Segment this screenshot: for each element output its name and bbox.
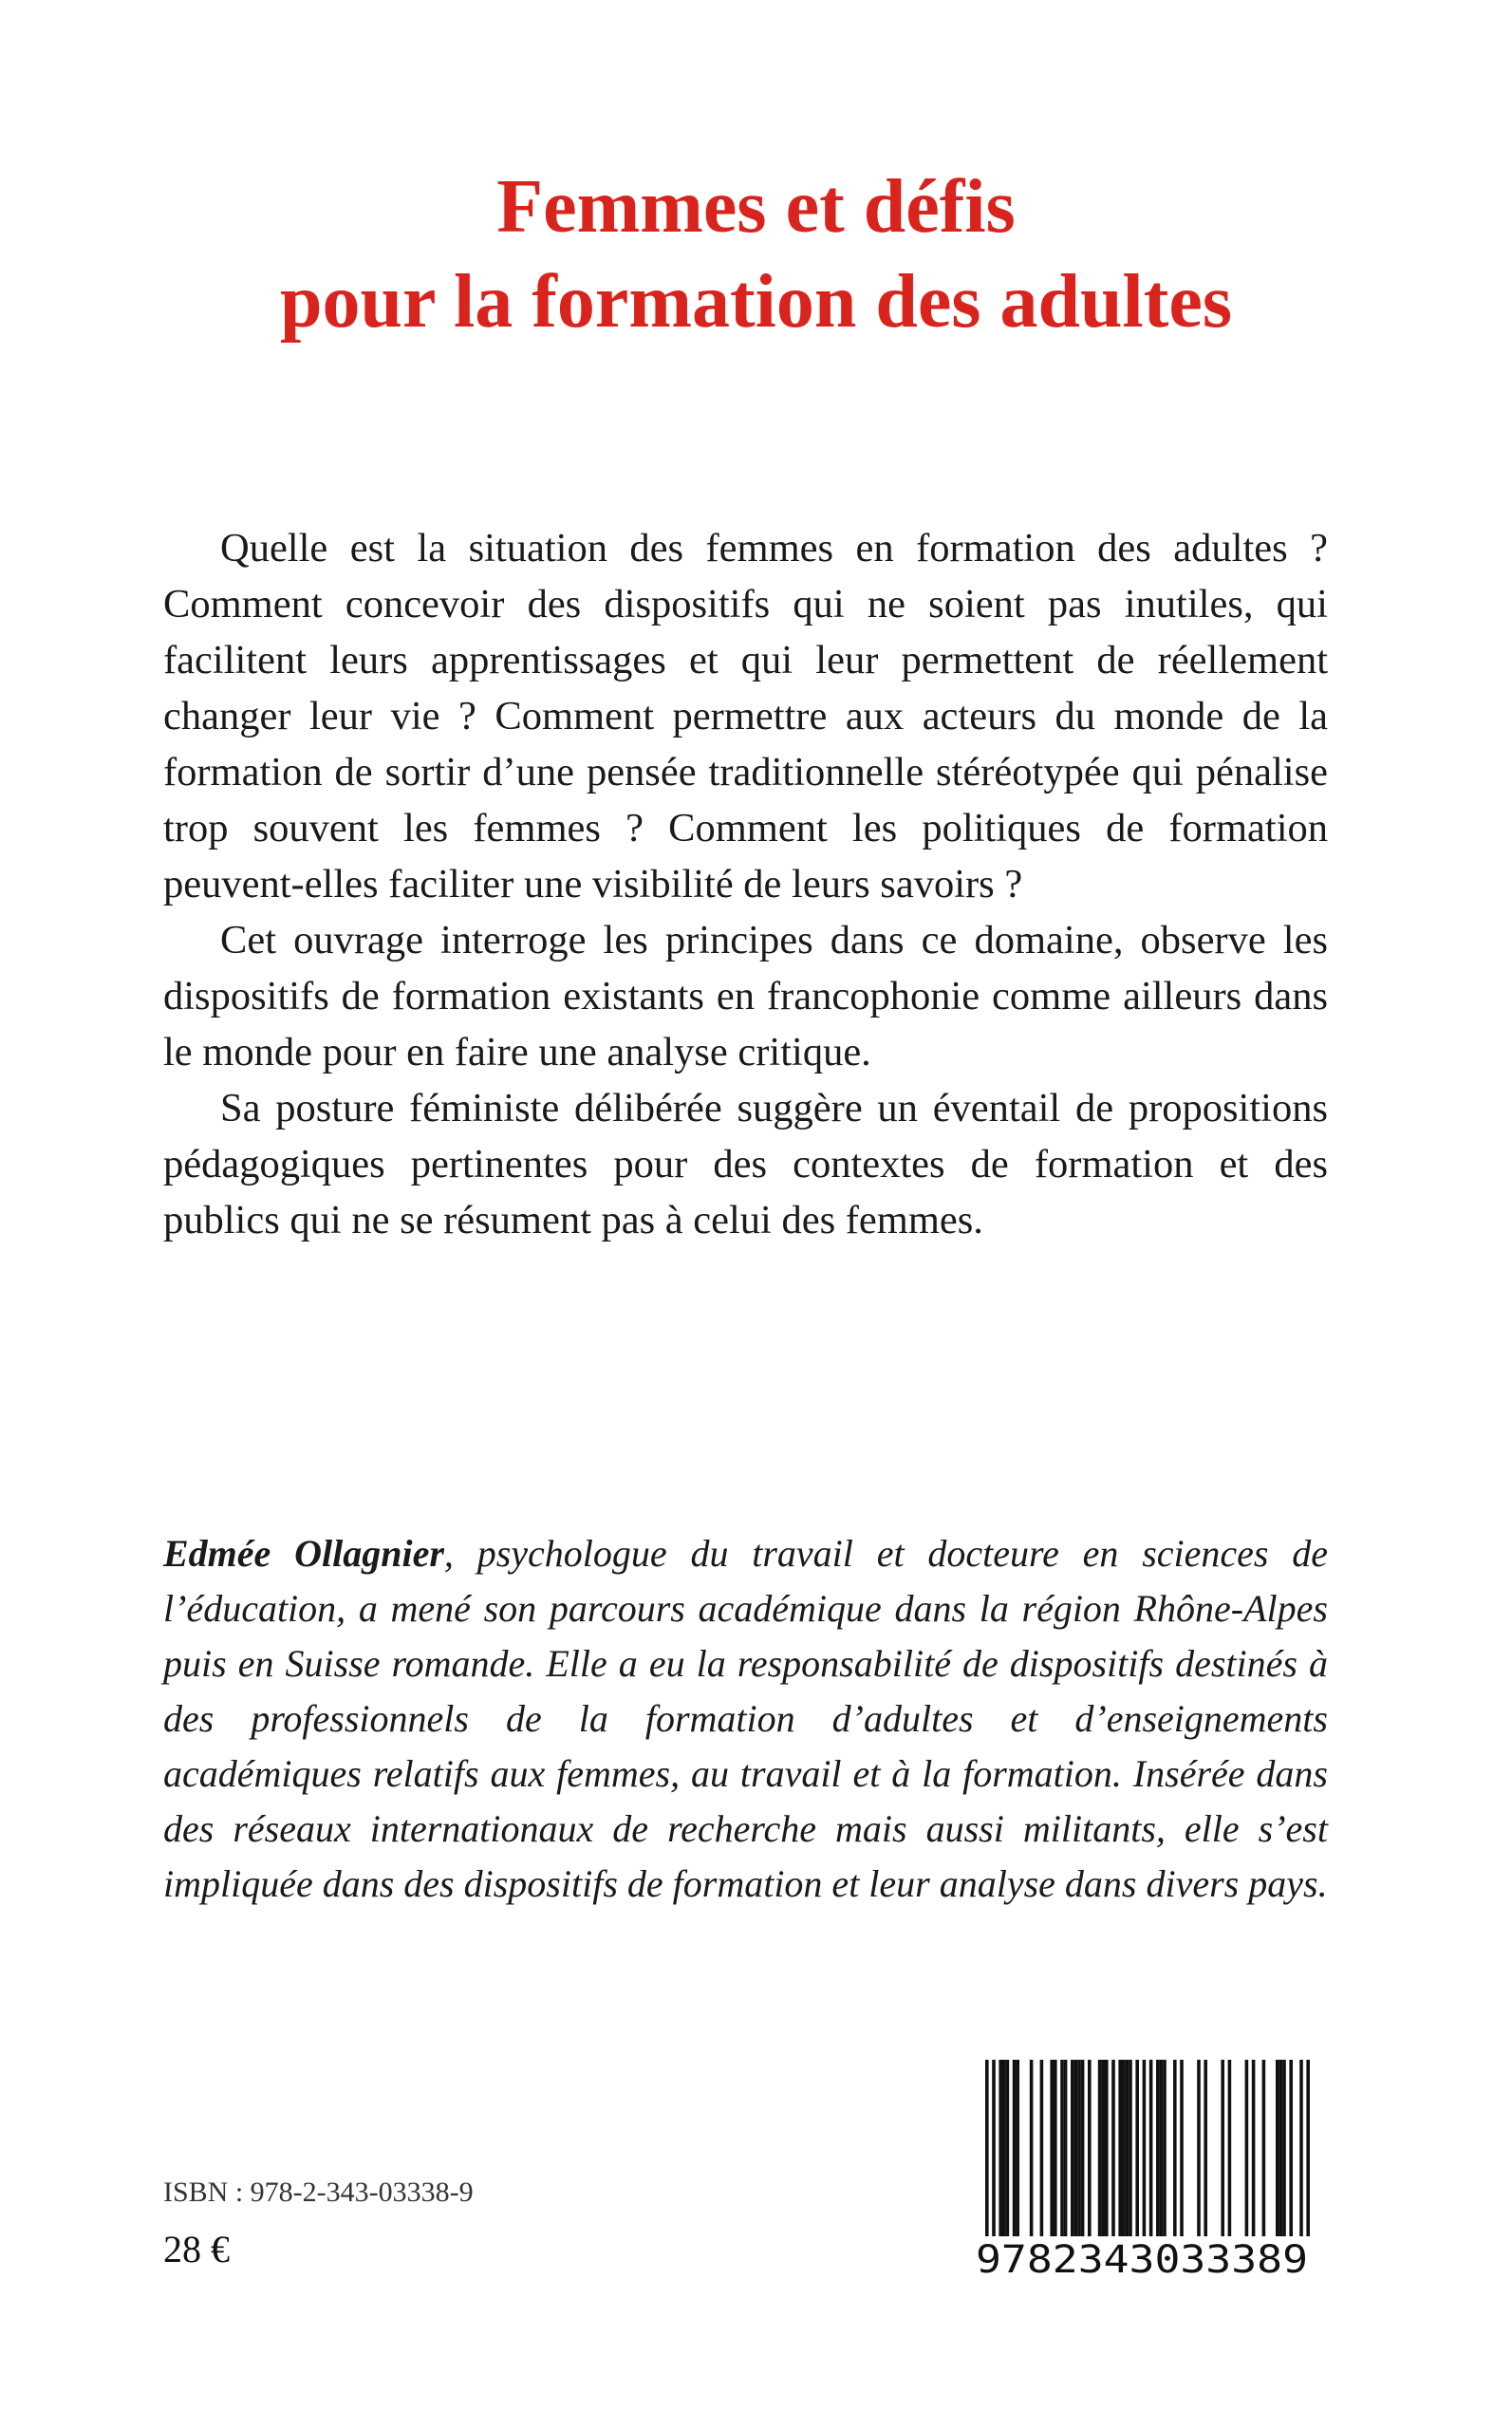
blurb-paragraph: Quelle est la situation des femmes en formation des adultes ? Comment concevoir des dispositifs qui ne soient pas inutiles, qui facilitent leurs apprentissages et qui leur permettent de réellement changer leur vie ? Comment permettre aux acteurs du monde de la formation de sortir d’une pensée traditionnelle stéréotypée qui pénalise trop souvent les femmes ? Comment les politiques de formation peuvent-elles faciliter une visibilité de leurs savoirs ? [163,526,1328,906]
barcode-bar [999,2060,1002,2236]
barcode-bar [1160,2060,1164,2236]
barcode-bar [1071,2060,1074,2236]
barcode-bar [985,2060,989,2236]
author-bio [163,1526,1328,1912]
barcode-bar [1054,2060,1057,2236]
barcode-bar [1118,2060,1122,2236]
isbn: ISBN : 978-2-343-03338-9 [163,2176,474,2208]
barcode-bar [1064,2060,1068,2236]
blurb [163,520,1328,1248]
barcode-bar [1306,2060,1310,2236]
barcode-digits: 9782343033389 [976,2238,1308,2281]
barcode-bar [1143,2060,1147,2236]
blurb-paragraph: Sa posture féministe délibérée suggère un éventail de propositions pédagogiques pertinentes pour des contextes de formation et des publics qui ne se résument pas à celui des femmes. [163,1086,1328,1242]
title-line-2: pour la formation des adultes [279,260,1233,344]
barcode-bar [1111,2060,1115,2236]
barcode-bar [1122,2060,1126,2236]
barcode-bar [1002,2060,1006,2236]
barcode-bar [992,2060,996,2236]
barcode-bar [1282,2060,1286,2236]
barcode-bar [1180,2060,1184,2236]
barcode [966,2056,1317,2281]
barcode-bar [1221,2060,1224,2236]
barcode-bar [1279,2060,1283,2236]
barcode-bar [1126,2060,1129,2236]
barcode-bar [1074,2060,1078,2236]
barcode-bar [1040,2060,1044,2236]
barcode-bar [1013,2060,1017,2236]
barcode-bar [1098,2060,1102,2236]
barcode-bar [1030,2060,1034,2236]
barcode-bar [1077,2060,1081,2236]
barcode-bar [1289,2060,1293,2236]
barcode-bar [1228,2060,1232,2236]
barcode-bar [1149,2060,1153,2236]
barcode-bar [1129,2060,1132,2236]
barcode-bar [1252,2060,1256,2236]
barcode-bar [1050,2060,1054,2236]
barcode-bar [1262,2060,1266,2236]
barcode-bar [1197,2060,1201,2236]
barcode-bar [1101,2060,1105,2236]
barcode-bar [1081,2060,1085,2236]
barcode-bar [1135,2060,1139,2236]
barcode-bar [1088,2060,1092,2236]
blurb-paragraph: Cet ouvrage interroge les principes dans ce domaine, observe les dispositifs de formation existants en francophonie comme ailleurs dans le monde pour en faire une analyse critique. [163,918,1328,1074]
barcode-bar [1173,2060,1177,2236]
barcode-bar [1276,2060,1279,2236]
barcode-bar [1299,2060,1303,2236]
barcode-bar [1204,2060,1207,2236]
author-bio-text: , psychologue du travail et docteure en sciences de l’éducation, a mené son parcours académique dans la région Rhône-Alpes puis en Suisse romande. Elle a eu la responsabilité de dispositifs destinés à des professionnels de la formation d’adultes et d’enseignements académiques relatifs aux femmes, au travail et à la formation. Insérée dans des réseaux internationaux de recherche mais aussi militants, elle s’est impliquée dans des dispositifs de formation et leur analyse dans divers pays. [163,1532,1329,1905]
title-line-1: Femmes et défis [496,165,1016,249]
barcode-bar [1163,2060,1167,2236]
price: 28 € [163,2228,230,2270]
barcode-bar [1016,2060,1019,2236]
barcode-bar [1006,2060,1010,2236]
book-title [142,159,1370,349]
barcode-bar [1156,2060,1160,2236]
barcode-bar [1245,2060,1249,2236]
barcode-graphic [966,2056,1317,2281]
author-name: Edmée Ollagnier [163,1532,444,1575]
barcode-bar [1105,2060,1109,2236]
barcode-bar [1060,2060,1064,2236]
